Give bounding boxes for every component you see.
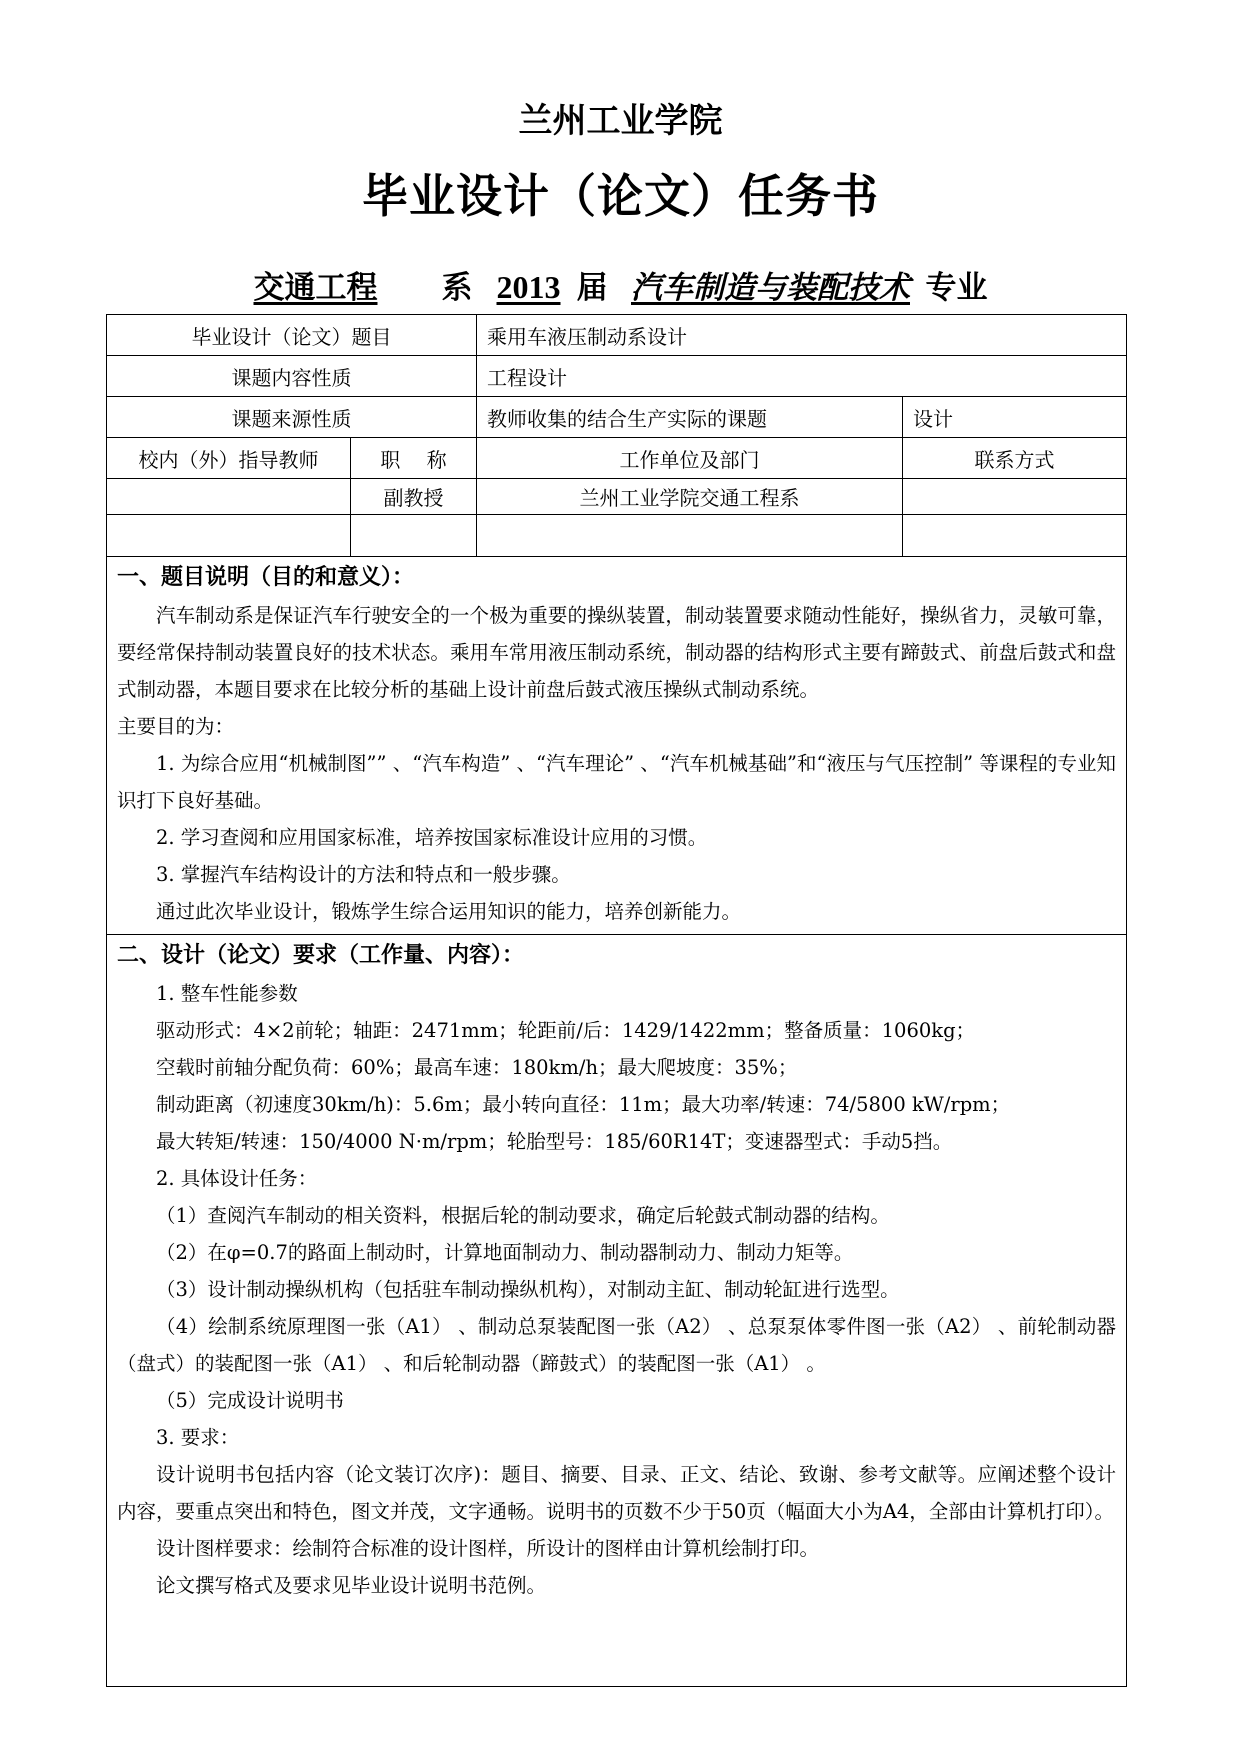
advisor-row <box>107 479 1127 515</box>
advisor-unit-cell: 兰州工业学院交通工程系 <box>477 479 903 515</box>
source-label: 课题来源性质 <box>107 397 477 438</box>
advisor-rank-cell <box>351 515 477 557</box>
requirement-line: 设计图样要求：绘制符合标准的设计图样，所设计的图样由计算机绘制打印。 <box>156 1537 820 1560</box>
requirement-line: （3）设计制动操纵机构（包括驻车制动操纵机构），对制动主缸、制动轮缸进行选型。 <box>156 1278 900 1301</box>
purpose-paragraph: 通过此次毕业设计，锻炼学生综合运用知识的能力，培养创新能力。 <box>156 900 742 923</box>
section-purpose-heading: 一、题目说明（目的和意义）： <box>117 565 415 590</box>
requirement-line: （4）绘制系统原理图一张（A1） 、制动总泵装配图一张（A2） 、总泵泵体零件图一张（A2） 、前轮制动器（盘式）的装配图一张（A1） 、和后轮制动器（蹄鼓式）的装配图一张（A1） 。 <box>117 1315 1116 1375</box>
requirement-line: 制动距离（初速度30km/h)：5.6m；最小转向直径：11m；最大功率/转速：74/5800 kW/rpm； <box>156 1093 1011 1116</box>
dept-suffix: 系 <box>441 270 473 306</box>
requirement-line: 驱动形式：4×2前轮；轴距：2471mm；轮距前/后：1429/1422mm；整备质量：1060kg； <box>156 1019 976 1042</box>
section-requirements-heading: 二、设计（论文）要求（工作量、内容）： <box>117 943 525 968</box>
department-field: 交通工程 <box>253 270 378 306</box>
advisor-name-cell <box>107 479 351 515</box>
nature-value: 工程设计 <box>477 356 1127 397</box>
purpose-paragraph: 2. 学习查阅和应用国家标准，培养按国家标准设计应用的习惯。 <box>156 826 708 849</box>
document-title: 毕业设计（论文）任务书 <box>362 169 879 223</box>
requirement-line: 3. 要求： <box>156 1426 240 1449</box>
requirement-line: 设计说明书包括内容（论文装订次序)：题目、摘要、目录、正文、结论、致谢、参考文献等。应阐述整个设计内容，要重点突出和特色，图文并茂，文字通畅。说明书的页数不少于50页（幅面大小为A4，全部由计算机打印）。 <box>117 1463 1116 1523</box>
advisor-unit-cell <box>477 515 903 557</box>
task-form-table <box>106 314 1127 1687</box>
requirement-line: 最大转矩/转速：150/4000 N·m/rpm；轮胎型号：185/60R14T；变速器型式：手动5挡。 <box>156 1130 953 1153</box>
requirement-line: 2. 具体设计任务： <box>156 1167 318 1190</box>
advisor-label: 校内（外）指导教师 <box>107 438 351 479</box>
nature-label: 课题内容性质 <box>107 356 477 397</box>
purpose-paragraph: 3. 掌握汽车结构设计的方法和特点和一般步骤。 <box>156 863 571 886</box>
advisor-contact-cell <box>903 515 1127 557</box>
advisor-name-cell <box>107 515 351 557</box>
source-extra: 设计 <box>903 397 1127 438</box>
advisor-rank-cell: 副教授 <box>351 479 477 515</box>
requirement-line: 空载时前轴分配负荷：60%；最高车速：180km/h；最大爬坡度：35%； <box>156 1056 798 1079</box>
requirement-line: （5）完成设计说明书 <box>156 1389 344 1412</box>
topic-value: 乘用车液压制动系设计 <box>477 315 1127 356</box>
school-name: 兰州工业学院 <box>518 101 723 141</box>
requirement-line: （2）在φ=0.7的路面上制动时，计算地面制动力、制动器制动力、制动力矩等。 <box>156 1241 854 1264</box>
contact-label: 联系方式 <box>903 438 1127 479</box>
section-purpose <box>107 557 1127 935</box>
purpose-paragraph: 1. 为综合应用“机械制图”” 、“汽车构造” 、“汽车理论” 、“汽车机械基础”和“液压与气压控制” 等课程的专业知识打下良好基础。 <box>117 752 1116 812</box>
section-requirements <box>107 935 1127 1687</box>
advisor-contact-cell <box>903 479 1127 515</box>
topic-label: 毕业设计（论文）题目 <box>107 315 477 356</box>
requirement-line: 论文撰写格式及要求见毕业设计说明书范例。 <box>156 1574 547 1597</box>
advisor-row <box>107 515 1127 557</box>
year-field: 2013 <box>496 269 561 305</box>
purpose-paragraph: 汽车制动系是保证汽车行驶安全的一个极为重要的操纵装置，制动装置要求随动性能好，操纵省力，灵敏可靠，要经常保持制动装置良好的技术状态。乘用车常用液压制动系统，制动器的结构形式主要有蹄鼓式、前盘后鼓式和盘式制动器，本题目要求在比较分析的基础上设计前盘后鼓式液压操纵式制动系统。 <box>117 604 1116 701</box>
major-suffix: 专业 <box>925 270 988 306</box>
unit-label: 工作单位及部门 <box>477 438 903 479</box>
requirement-line: 1. 整车性能参数 <box>156 982 298 1005</box>
purpose-paragraph: 主要目的为： <box>117 715 235 738</box>
rank-label: 职 称 <box>351 438 477 479</box>
major-field: 汽车制造与装配技术 <box>631 270 910 306</box>
requirement-line: （1）查阅汽车制动的相关资料，根据后轮的制动要求，确定后轮鼓式制动器的结构。 <box>156 1204 890 1227</box>
department-line <box>0 262 1241 307</box>
year-suffix: 届 <box>576 270 608 306</box>
source-value: 教师收集的结合生产实际的课题 <box>477 397 903 438</box>
